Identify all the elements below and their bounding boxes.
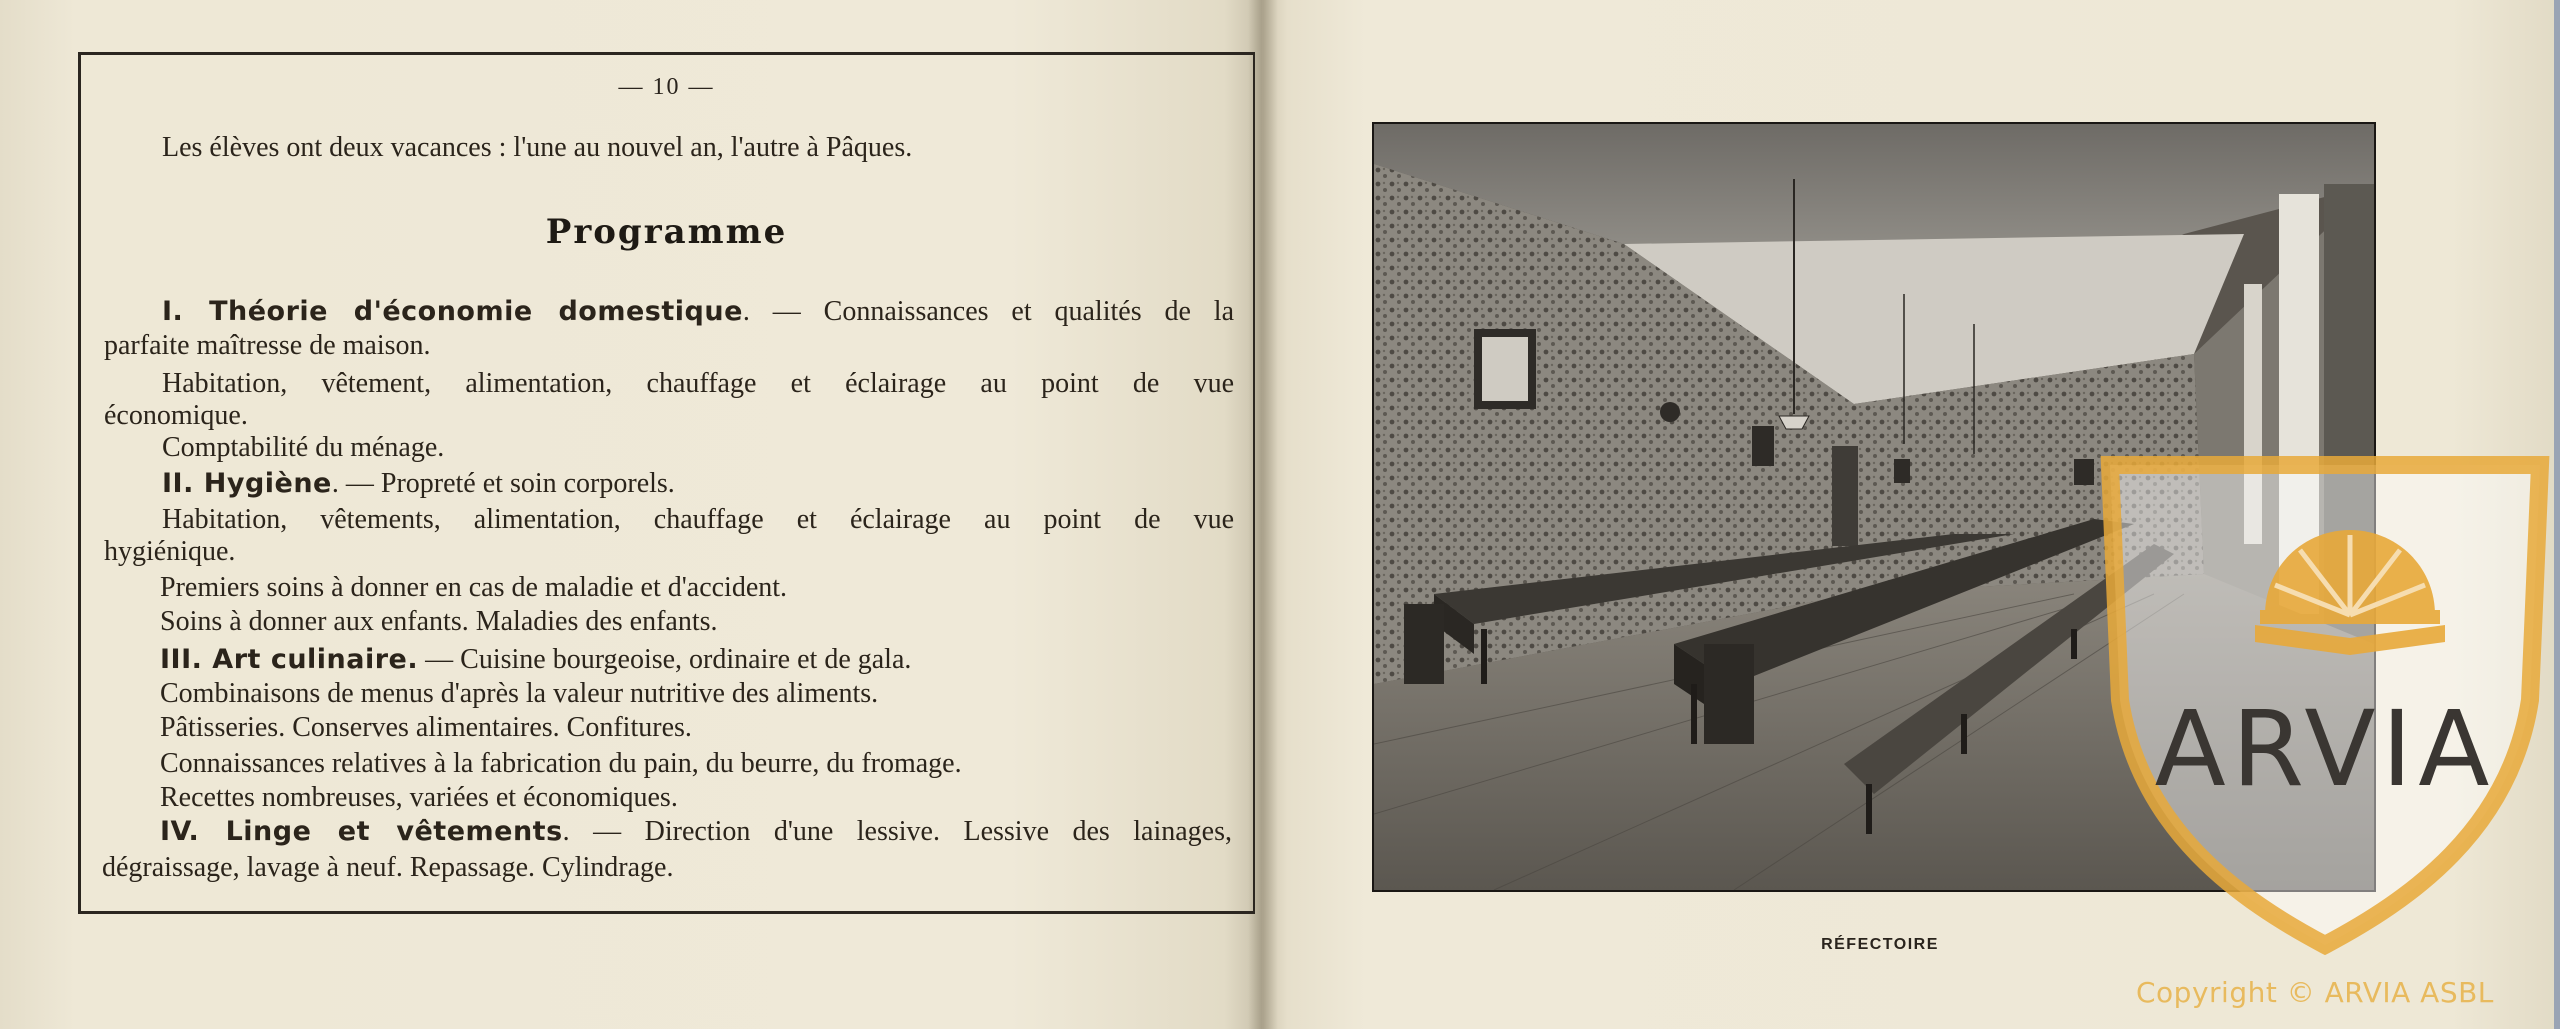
section-4-intro: . — Direction d'une lessive. Lessive des lainages,	[562, 816, 1233, 847]
photo-caption: RÉFECTOIRE	[1821, 936, 1939, 953]
section-4-title: IV. Linge et vêtements	[160, 816, 563, 847]
section-4-cont: dégraissage, lavage à neuf. Repassage. Cylindrage.	[102, 852, 674, 883]
section-1-line: Comptabilité du ménage.	[162, 432, 445, 463]
arvia-watermark	[2090, 450, 2560, 960]
page-number: — 10 —	[618, 74, 715, 100]
section-1-line: économique.	[104, 400, 248, 431]
section-1-cont: parfaite maîtresse de maison.	[104, 330, 431, 361]
section-2-line: Premiers soins à donner en cas de maladie et d'accident.	[160, 572, 788, 603]
page-heading: Programme	[545, 212, 788, 252]
copyright-notice: Copyright © ARVIA ASBL	[2136, 976, 2494, 1009]
section-3-first-line	[160, 644, 911, 676]
section-3-line: Combinaisons de menus d'après la valeur nutritive des aliments.	[160, 678, 879, 709]
section-1-line: Habitation, vêtement, alimentation, chauffage et éclairage au point de vue	[162, 368, 1234, 399]
section-1-title: I. Théorie d'économie domestique	[162, 296, 743, 327]
section-2-line: Habitation, vêtements, alimentation, chauffage et éclairage au point de vue	[162, 504, 1234, 535]
section-2-first-line	[162, 468, 675, 500]
watermark-logo-text: ARVIA	[2154, 688, 2496, 810]
section-4-first-line	[160, 816, 1232, 848]
section-2-title: II. Hygiène	[162, 468, 332, 499]
section-1-first-line	[162, 296, 1234, 328]
section-1-intro: . — Connaissances et qualités de la	[742, 296, 1234, 327]
section-3-line: Recettes nombreuses, variées et économiques.	[160, 782, 678, 813]
section-3-intro: — Cuisine bourgeoise, ordinaire et de gala.	[418, 644, 912, 675]
section-3-line: Pâtisseries. Conserves alimentaires. Confitures.	[160, 712, 692, 743]
intro-text: Les élèves ont deux vacances : l'une au nouvel an, l'autre à Pâques.	[162, 132, 913, 163]
section-3-title: III. Art culinaire.	[160, 644, 419, 675]
section-2-intro: . — Propreté et soin corporels.	[331, 468, 675, 499]
section-3-line: Connaissances relatives à la fabrication du pain, du beurre, du fromage.	[160, 748, 962, 779]
arvia-shield-logo	[2090, 450, 2560, 960]
section-2-line: hygiénique.	[104, 536, 236, 567]
section-2-line: Soins à donner aux enfants. Maladies des enfants.	[160, 606, 718, 637]
